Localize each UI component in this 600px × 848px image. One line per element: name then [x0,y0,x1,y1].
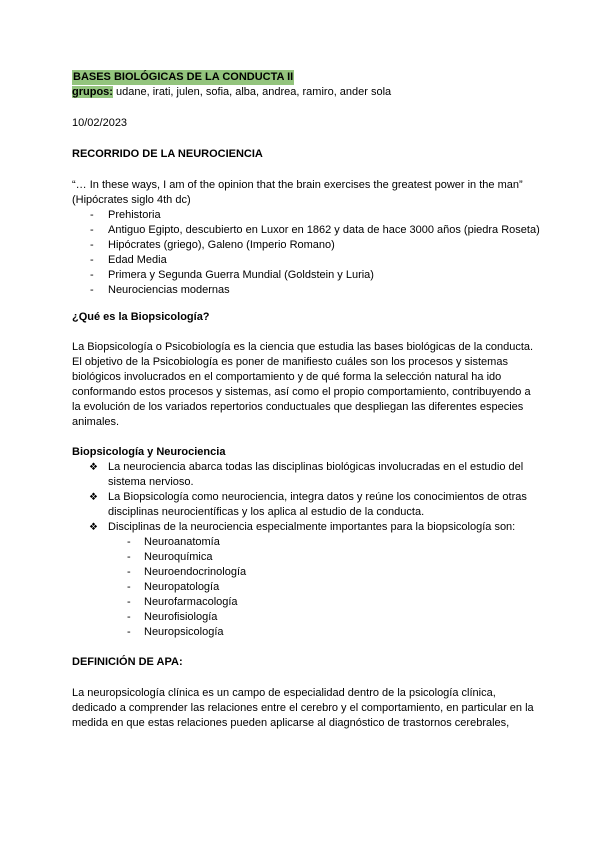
section-heading-apa: DEFINICIÓN DE APA: [72,656,183,668]
list-item: - Edad Media [72,253,542,268]
doc-date: 10/02/2023 [72,117,128,129]
list-item: - Neurociencias modernas [72,283,542,298]
biopsicologia-objective: El objetivo de la Psicobiología es poner de manifiesto cuáles son los procesos y sistemas biológicos involucrados en el comportamiento y de qué forma la selección natural ha ido conformando estos procesos y sistemas, así como el propio comportamiento, contribuyendo a la evolución de los variados repertorios conductuales que despliegan las diferentes especies animales. [72,356,531,428]
list-item: - Neuropsicología [72,625,542,640]
list-item: ❖ Disciplinas de la neurociencia especialmente importantes para la biopsicología son: [89,521,516,533]
neurociencia-bullets [72,460,542,535]
document-page [72,70,542,731]
list-item: - Neuroendocrinología [72,565,542,580]
list-item: - Primera y Segunda Guerra Mundial (Goldstein y Luria) [72,268,542,283]
groups-label: grupos: [72,86,113,98]
section-heading-biopsicologia: ¿Qué es la Biopsicología? [72,311,210,323]
doc-title: BASES BIOLÓGICAS DE LA CONDUCTA II [73,71,294,83]
history-list [72,208,542,298]
diamond-bullet-icon: ❖ [89,462,98,473]
section-heading-neurociencia: Biopsicología y Neurociencia [72,446,226,458]
list-item: - Neurofisiología [72,610,542,625]
groups-members: udane, irati, julen, sofia, alba, andrea, ramiro, ander sola [112,86,392,98]
list-item: ❖ La Biopsicología como neurociencia, integra datos y reúne los conocimientos de otras disciplinas neurocientíficas y los aplica al estudio de la conducta. [89,491,527,518]
list-item: - Neuropatología [72,580,542,595]
disciplinas-sublist [72,535,542,640]
diamond-bullet-icon: ❖ [89,492,98,503]
apa-definition: La neuropsicología clínica es un campo de especialidad dentro de la psicología clínica, dedicado a comprender las relaciones entre el cerebro y el comportamiento, en particular en la medida en que estas relaciones pueden aplicarse al diagnóstico de trastornos cerebrales, [72,687,534,729]
list-item: - Neuroquímica [72,550,542,565]
list-item: - Hipócrates (griego), Galeno (Imperio Romano) [72,238,542,253]
biopsicologia-definition: La Biopsicología o Psicobiología es la ciencia que estudia las bases biológicas de la conducta. [72,341,534,353]
list-item: - Neuroanatomía [72,535,542,550]
doc-title-line [72,70,542,85]
list-item: - Antiguo Egipto, descubierto en Luxor en 1862 y data de hace 3000 años (piedra Roseta) [72,223,542,238]
list-item: - Prehistoria [72,208,542,223]
hippocrates-quote: “… In these ways, I am of the opinion that the brain exercises the greatest power in the man” (Hipócrates siglo 4th dc) [72,179,523,206]
list-item: - Neurofarmacología [72,595,542,610]
groups-line [72,85,542,100]
section-heading-recorrido: RECORRIDO DE LA NEUROCIENCIA [72,148,263,160]
list-item: ❖ La neurociencia abarca todas las disciplinas biológicas involucradas en el estudio del sistema nervioso. [89,461,524,488]
diamond-bullet-icon: ❖ [89,522,98,533]
